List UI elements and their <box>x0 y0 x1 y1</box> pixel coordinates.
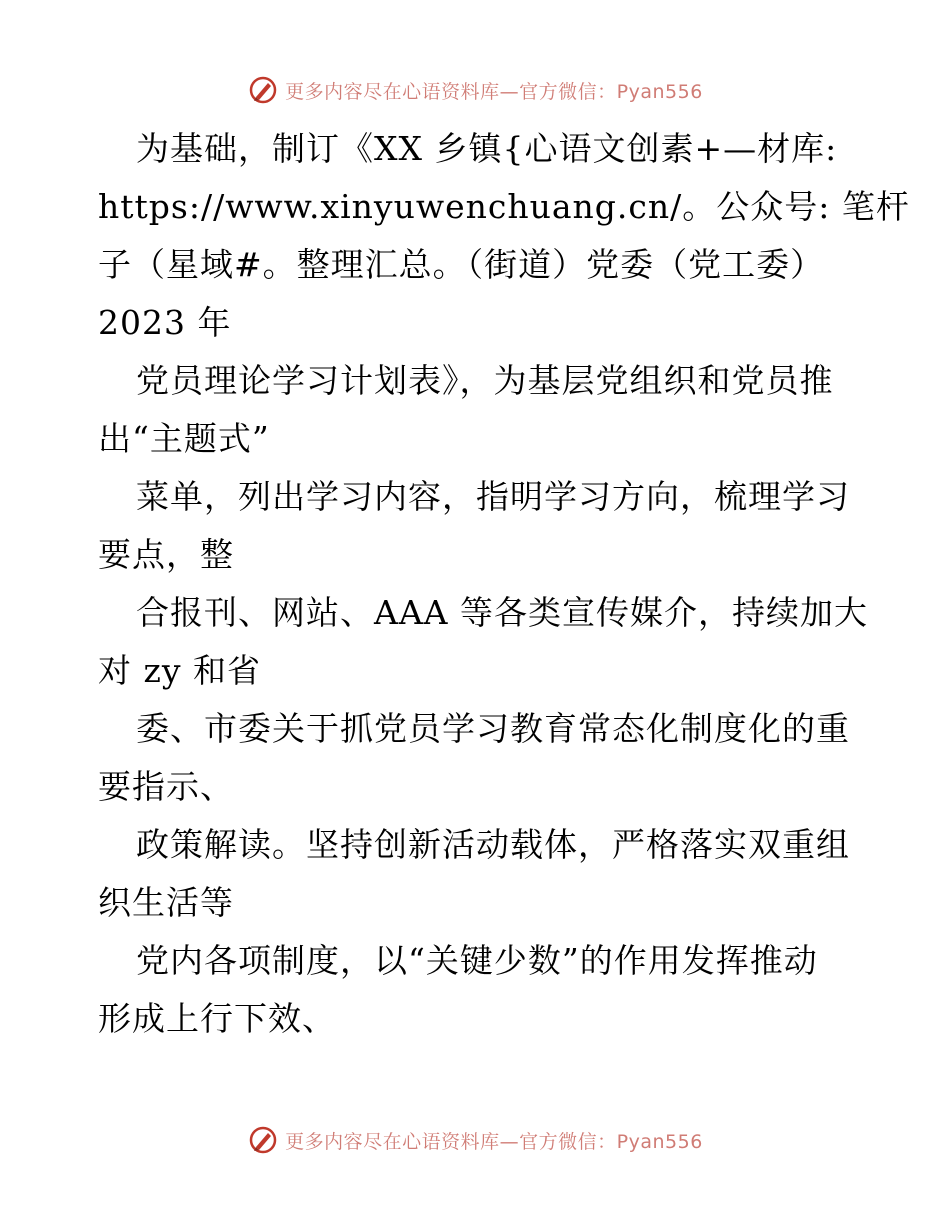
text-line: 出“主题式” <box>98 419 270 458</box>
text-line: 要指示、 <box>98 767 234 806</box>
text-line: 政策解读。坚持创新活动载体，严格落实双重组 <box>136 825 850 864</box>
text-line: https://www.xinyuwenchuang.cn/。公众号: 笔杆 <box>98 187 910 226</box>
text-line: 对 zy 和省 <box>98 651 262 690</box>
text-line: 合报刊、网站、AAA 等各类宣传媒介，持续加大 <box>136 593 868 632</box>
text-line: 菜单，列出学习内容，指明学习方向，梳理学习 <box>136 477 850 516</box>
footer-watermark <box>0 1120 950 1160</box>
pen-logo-icon <box>247 1124 279 1156</box>
text-line: 形成上行下效、 <box>98 999 336 1038</box>
text-line: 2023 年 <box>98 303 232 342</box>
text-line: 委、市委关于抓党员学习教育常态化制度化的重 <box>136 709 850 748</box>
watermark-text: 更多内容尽在心语资料库—官方微信：Pyan556 <box>285 80 703 103</box>
text-line: 要点，整 <box>98 535 234 574</box>
text-line: 为基础，制订《XX 乡镇{心语文创素+—材库: <box>136 129 838 168</box>
text-line: 党内各项制度，以“关键少数”的作用发挥推动 <box>136 941 818 980</box>
text-line: 子（星域#。整理汇总。（街道）党委（党工委） <box>98 245 825 284</box>
text-line: 党员理论学习计划表》，为基层党组织和党员推 <box>136 361 834 400</box>
pen-logo-icon <box>247 74 279 106</box>
text-line: 织生活等 <box>98 883 234 922</box>
header-watermark <box>0 70 950 110</box>
document-body <box>98 120 910 1048</box>
watermark-text: 更多内容尽在心语资料库—官方微信：Pyan556 <box>285 1130 703 1153</box>
